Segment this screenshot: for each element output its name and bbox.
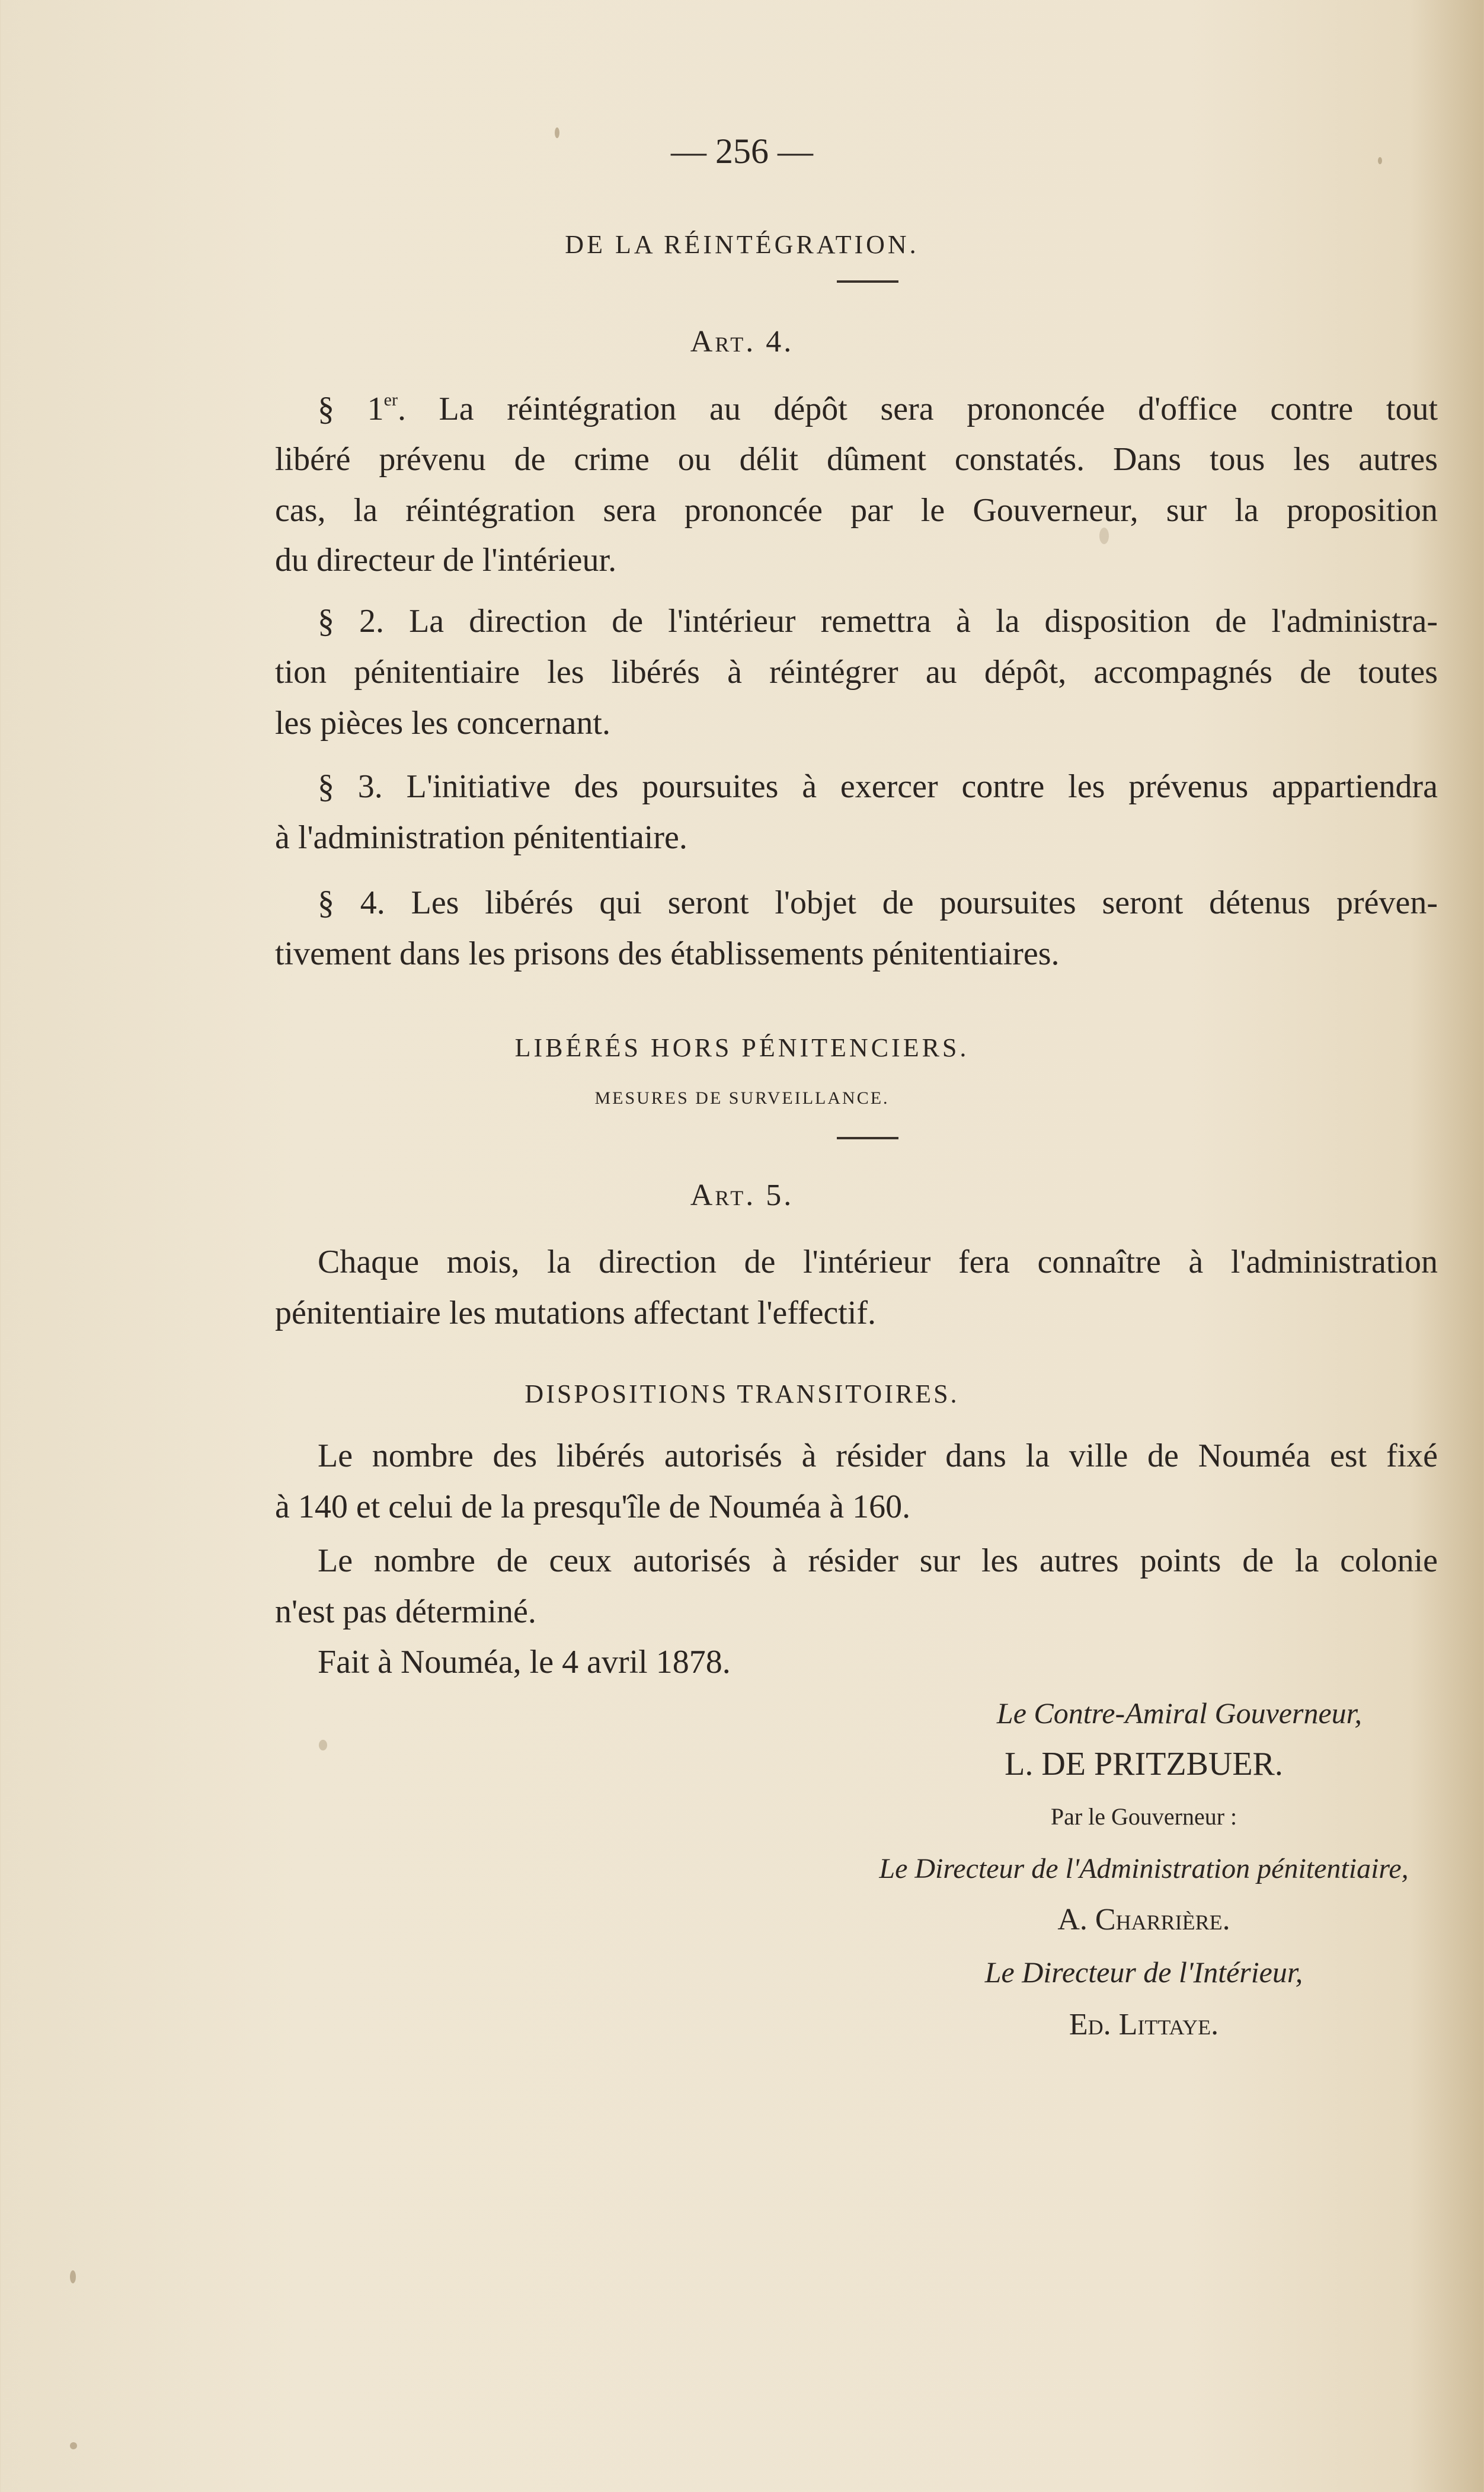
line-text: . La réintégration au dépôt sera prononcée d'office contre tout bbox=[397, 391, 1438, 427]
section-2-title: LIBÉRÉS HORS PÉNITENCIERS. bbox=[514, 1033, 970, 1062]
by-governor: Par le Gouverneur : bbox=[1050, 1803, 1237, 1830]
paper-stain bbox=[319, 1740, 327, 1750]
text-line: Chaque mois, la direction de l'intérieur fera connaître à l'administration bbox=[318, 1244, 1438, 1280]
text-line: cas, la réintégration sera prononcée par le Gouverneur, sur la proposition bbox=[275, 492, 1438, 529]
section-sign: § 1 bbox=[318, 391, 384, 427]
paper-stain bbox=[555, 127, 559, 138]
governor-name: L. DE PRITZBUER. bbox=[1005, 1746, 1283, 1782]
interior-director-name: Ed. Littaye. bbox=[1069, 2008, 1219, 2041]
date-line: Fait à Nouméa, le 4 avril 1878. bbox=[318, 1644, 731, 1680]
text-line: Le nombre des libérés autorisés à résider dans la ville de Nouméa est fixé bbox=[318, 1437, 1438, 1474]
article-5-title: Art. 5. bbox=[690, 1178, 794, 1212]
text-line: § 4. Les libérés qui seront l'objet de poursuites seront détenus préven- bbox=[318, 884, 1438, 921]
text-line: tivement dans les prisons des établissements pénitentiaires. bbox=[275, 935, 1060, 972]
admin-director-name: A. Charrière. bbox=[1057, 1903, 1230, 1937]
governor-title: Le Contre-Amiral Gouverneur, bbox=[996, 1697, 1363, 1730]
text-line: n'est pas déterminé. bbox=[275, 1593, 536, 1630]
article-4-title: Art. 4. bbox=[690, 325, 794, 359]
paper-stain bbox=[70, 2442, 77, 2449]
text-line: tion pénitentiaire les libérés à réintégrer au dépôt, accompagnés de toutes bbox=[275, 654, 1438, 691]
text-line: à l'administration pénitentiaire. bbox=[275, 819, 687, 856]
text-line: du directeur de l'intérieur. bbox=[275, 542, 617, 579]
paper-stain bbox=[70, 2270, 76, 2283]
admin-director-title: Le Directeur de l'Administration pénitentiaire, bbox=[879, 1853, 1409, 1884]
section-title: DE LA RÉINTÉGRATION. bbox=[565, 230, 919, 259]
text-line: les pièces les concernant. bbox=[275, 705, 610, 742]
divider bbox=[837, 280, 898, 283]
text-line bbox=[318, 388, 1438, 430]
page-number: — 256 — bbox=[671, 132, 813, 171]
superscript: er bbox=[383, 390, 398, 410]
paper-stain bbox=[1378, 157, 1382, 164]
text-line: § 3. L'initiative des poursuites à exercer contre les prévenus appartiendra bbox=[318, 768, 1438, 805]
interior-director-title: Le Directeur de l'Intérieur, bbox=[984, 1956, 1303, 1989]
text-line: libéré prévenu de crime ou délit dûment constatés. Dans tous les autres bbox=[275, 441, 1438, 478]
text-line: à 140 et celui de la presqu'île de Nouméa à 160. bbox=[275, 1488, 911, 1525]
text-line: pénitentiaire les mutations affectant l'effectif. bbox=[275, 1295, 877, 1331]
text-line: Le nombre de ceux autorisés à résider sur les autres points de la colonie bbox=[318, 1542, 1438, 1579]
transitional-title: DISPOSITIONS TRANSITOIRES. bbox=[524, 1379, 960, 1408]
paper-stain bbox=[1099, 528, 1109, 544]
section-2-subtitle: MESURES DE SURVEILLANCE. bbox=[594, 1088, 890, 1108]
text-line: § 2. La direction de l'intérieur remettra à la disposition de l'administra- bbox=[318, 603, 1438, 640]
divider bbox=[837, 1137, 898, 1139]
